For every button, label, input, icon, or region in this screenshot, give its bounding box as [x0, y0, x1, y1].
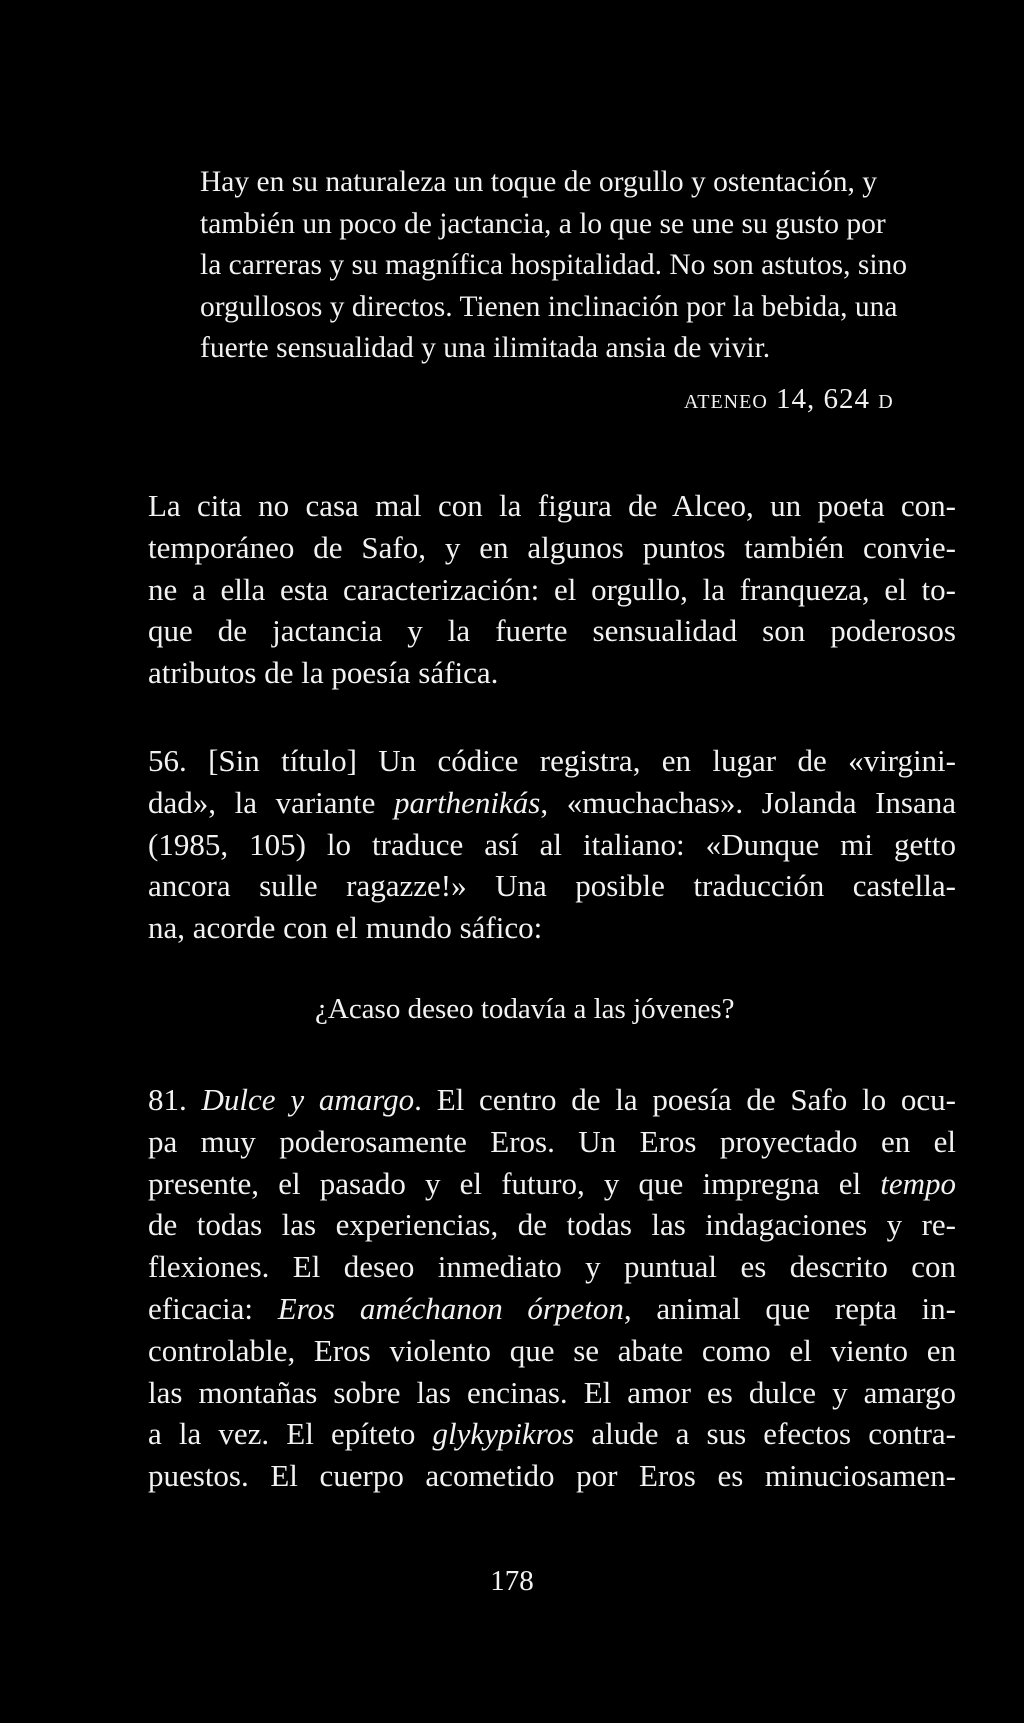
- text-run: 81.: [148, 1082, 202, 1117]
- block-quote: [200, 162, 956, 370]
- text-line: [148, 782, 956, 824]
- text-line: [148, 1079, 956, 1121]
- quote-line: también un poco de jactancia, a lo que se une su gusto por: [200, 207, 886, 240]
- italic-term: tempo: [880, 1165, 956, 1201]
- italic-term: Eros améchanon órpeton: [277, 1290, 624, 1326]
- text-line: 56. [Sin título] Un códice registra, en lugar de «virgini-: [148, 743, 956, 778]
- page-number: 178: [490, 1565, 534, 1597]
- text-line: [148, 1413, 956, 1455]
- text-line: de todas las experiencias, de todas las indagaciones y re-: [148, 1207, 956, 1243]
- text-line: temporáneo de Safo, y en algunos puntos también convie-: [148, 529, 956, 565]
- quote-line: la carreras y su magnífica hospitalidad. No son astutos, sino: [200, 249, 908, 282]
- text-line: puestos. El cuerpo acometido por Eros es minuciosamen-: [148, 1458, 956, 1494]
- quote-line: fuerte sensualidad y una ilimitada ansia de vivir.: [200, 332, 771, 365]
- text-run: eficacia:: [148, 1290, 278, 1326]
- text-line: (1985, 105) lo traduce así al italiano: «Dunque mi getto: [148, 826, 956, 862]
- verse-translation: ¿Acaso deseo todavía a las jóvenes?: [315, 993, 735, 1025]
- text-run: alude a sus efectos contra-: [574, 1416, 957, 1452]
- italic-term: parthenikás: [394, 784, 541, 820]
- italic-term: Dulce y amargo: [201, 1082, 415, 1117]
- italic-term: glykypikros: [432, 1416, 575, 1452]
- text-line: ancora sulle ragazze!» Una posible traducción castella-: [148, 868, 956, 904]
- text-line: La cita no casa mal con la figura de Alceo, un poeta con-: [148, 488, 956, 523]
- quote-source: ateneo 14, 624 d: [684, 383, 894, 415]
- note-81: [148, 1079, 956, 1497]
- text-line: atributos de la poesía sáfica.: [148, 655, 499, 691]
- text-line: que de jactancia y la fuerte sensualidad son poderosos: [148, 613, 956, 649]
- text-run: , «muchachas». Jolanda Insana: [540, 784, 956, 820]
- text-run: . El centro de la poesía de Safo lo ocu-: [414, 1082, 957, 1117]
- text-line: [148, 1163, 956, 1205]
- text-run: dad», la variante: [148, 784, 394, 820]
- text-line: flexiones. El deseo inmediato y puntual es descrito con: [148, 1249, 956, 1285]
- text-run: a la vez. El epíteto: [148, 1416, 433, 1452]
- text-run: presente, el pasado y el futuro, y que impregna el: [148, 1165, 881, 1201]
- paragraph-commentary: [148, 485, 956, 694]
- quote-line: Hay en su naturaleza un toque de orgullo y ostentación, y: [200, 166, 877, 198]
- text-line: na, acorde con el mundo sáfico:: [148, 910, 543, 946]
- text-line: ne a ella esta caracterización: el orgullo, la franqueza, el to-: [148, 571, 956, 607]
- note-56: [148, 740, 956, 949]
- text-line: pa muy poderosamente Eros. Un Eros proyectado en el: [148, 1123, 956, 1159]
- quote-line: orgullosos y directos. Tienen inclinación por la bebida, una: [200, 290, 898, 323]
- text-line: controlable, Eros violento que se abate como el viento en: [148, 1332, 956, 1368]
- text-line: las montañas sobre las encinas. El amor es dulce y amargo: [148, 1374, 956, 1410]
- text-line: [148, 1288, 956, 1330]
- text-run: , animal que repta in-: [623, 1290, 956, 1326]
